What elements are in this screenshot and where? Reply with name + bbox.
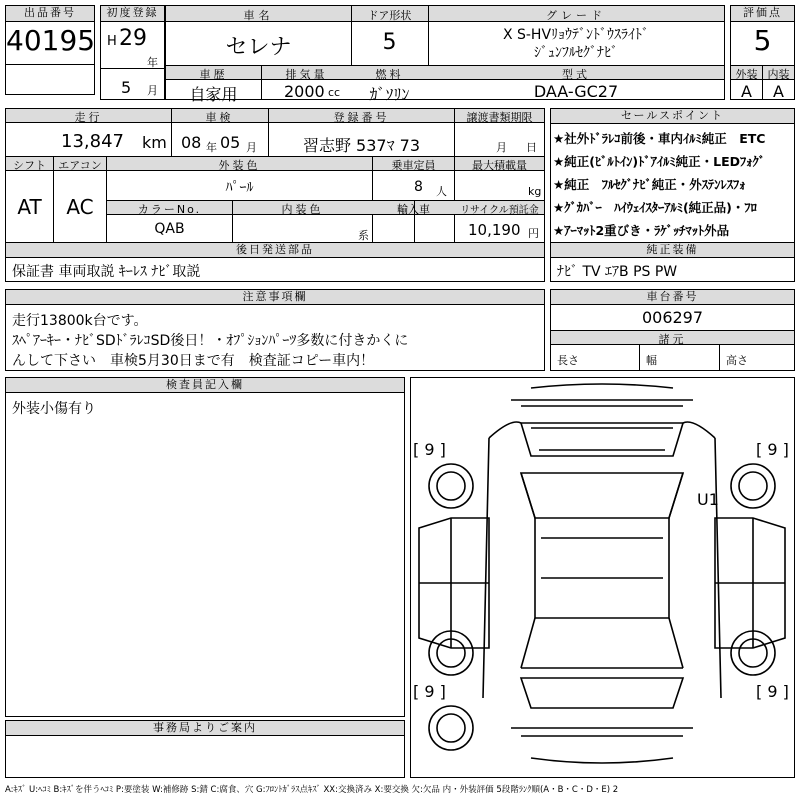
transfer-day-unit: 日 <box>526 141 537 154</box>
later-parts-label: 後日発送部品 <box>6 243 544 258</box>
color-no-label: カラーNo. <box>137 203 202 216</box>
fuel-label: 燃料 <box>375 68 404 81</box>
inspection-month-unit: 月 <box>246 141 257 154</box>
color-label: 外装色 <box>218 159 261 172</box>
era: H <box>107 34 117 49</box>
capacity-unit: 人 <box>436 185 447 198</box>
reg-month: 5 <box>121 78 132 97</box>
reg-month-unit: 月 <box>147 84 158 97</box>
inspection-month: 05 <box>220 133 241 152</box>
history: 自家用 <box>189 85 238 104</box>
notes-box <box>5 289 545 371</box>
shift-label: シフト <box>13 159 46 172</box>
mileage-unit: km <box>142 133 167 152</box>
inspection-year-unit: 年 <box>206 141 217 154</box>
first-registration-label: 初度登録 <box>101 6 164 22</box>
car-spec-box <box>165 5 725 104</box>
interior-label: 内装 <box>767 68 790 81</box>
inspector-note: 外装小傷有り <box>12 401 96 417</box>
score-label: 評価点 <box>731 6 794 22</box>
interior-color-label: 内装色 <box>281 203 324 216</box>
sales-point-3: ★純正 ﾌﾙｾｸﾞﾅﾋﾞ純正・外ｽﾃﾝﾚｽﾌｫ <box>553 177 746 192</box>
tire-front-left: [ 9 ] <box>413 440 446 459</box>
model: DAA-GC27 <box>533 82 619 101</box>
first-registration-box <box>100 5 165 100</box>
inspector-box <box>5 377 405 717</box>
interior-color-unit: 系 <box>358 229 369 242</box>
genuine-equipment-box <box>550 242 795 282</box>
shift: AT <box>17 195 42 219</box>
mileage: 13,847 <box>61 131 124 152</box>
displacement: 2000 <box>284 82 325 101</box>
chassis-label: 車台番号 <box>551 290 794 305</box>
car-diagram <box>411 378 794 777</box>
dim-height-label: 高さ <box>726 354 748 367</box>
door-count: 5 <box>382 30 397 55</box>
tire-rear-right: [ 9 ] <box>756 682 789 701</box>
color-number: QAB <box>154 221 185 237</box>
later-parts-box <box>5 242 545 282</box>
grade-line-2: ｼﾞｭﾝﾌﾙｾｸﾞﾅﾋﾞ <box>534 45 618 61</box>
capacity-label: 乗車定員 <box>391 159 436 172</box>
notes-label: 注意事項欄 <box>6 290 544 305</box>
office-box <box>5 720 405 778</box>
legend: A:ｷｽﾞ U:ﾍｺﾐ B:ｷｽﾞを伴うﾍｺﾐ P:要塗装 W:補修跡 S:錆 C:腐食、穴 G:ﾌﾛﾝﾄｶﾞﾗｽ点ｷｽﾞ XX:交換済み X:要交換 欠:欠品 内・外装評価 5段階ﾗﾝｸ順(A・B・C・D・E) 2 <box>5 785 619 795</box>
notes-line-1: 走行13800k台です。 <box>12 313 148 329</box>
recycle-label: リサイクル預託金 <box>460 205 539 216</box>
sales-point-4: ★ｸﾞｶﾊﾞｰ ﾊｲｳｪｲｽﾀｰｱﾙﾐ(純正品)・ﾌﾛ <box>553 200 757 215</box>
notes-line-3: んして下さい 車検5月30日まで有 検査証コピー車内！ <box>12 353 375 369</box>
history-label: 車歴 <box>199 68 228 81</box>
inspection-year: 08 <box>181 133 202 152</box>
recycle-fee-unit: 円 <box>528 227 539 240</box>
body-color: ﾊﾟｰﾙ <box>225 180 254 196</box>
lot-number-box <box>5 5 95 95</box>
ac-label: エアコン <box>58 159 102 172</box>
inspector-label: 検査員記入欄 <box>6 378 404 393</box>
lot-number-label: 出品番号 <box>6 6 94 22</box>
lot-number: 40195 <box>6 24 96 57</box>
door-label: ドア形状 <box>367 9 412 22</box>
sales-point-1: ★社外ﾄﾞﾗﾚｺ前後・車内ｲﾙﾐ純正 ETC <box>553 131 766 146</box>
sales-points-label: セールスポイント <box>551 109 794 124</box>
air-conditioner: AC <box>66 195 94 219</box>
sales-point-5: ★ｱｰﾏｯﾄ2重びき・ﾗｹﾞｯﾁﾏｯﾄ外品 <box>553 223 730 238</box>
load-unit: kg <box>528 185 542 198</box>
plate-label: 登録番号 <box>333 111 390 124</box>
fuel: ｶﾞｿﾘﾝ <box>369 85 410 104</box>
grade-line-1: X S-HVﾘｮｳﾃﾞﾝﾄﾞｳｽﾗｲﾄﾞ <box>502 27 650 43</box>
vehicle-detail-box <box>5 108 545 243</box>
interior-grade: A <box>773 82 784 101</box>
genuine-equipment-label: 純正装備 <box>551 243 794 258</box>
tire-rear-left: [ 9 ] <box>413 682 446 701</box>
score-box <box>730 5 795 100</box>
car-diagram-box <box>410 377 795 778</box>
exterior-grade: A <box>741 82 752 101</box>
chassis-number: 006297 <box>641 308 704 327</box>
import-label: 輸入車 <box>397 203 430 216</box>
transfer-label: 譲渡書類期限 <box>466 111 533 124</box>
genuine-equipment: ﾅﾋﾞ TV ｴｱB PS PW <box>557 264 678 280</box>
mileage-label: 走行 <box>74 111 103 124</box>
tire-front-right: [ 9 ] <box>756 440 789 459</box>
displacement-unit: cc <box>328 86 341 99</box>
exterior-label: 外装 <box>735 68 758 81</box>
dimensions-label: 諸元 <box>658 333 687 346</box>
reg-year: 29 <box>119 26 147 51</box>
dim-width-label: 幅 <box>646 354 657 367</box>
recycle-fee: 10,190 <box>468 221 521 239</box>
chassis-box <box>550 289 795 371</box>
sales-points-box <box>550 108 795 243</box>
score: 5 <box>753 24 772 57</box>
model-label: 型式 <box>562 68 590 81</box>
reg-year-unit: 年 <box>147 56 158 69</box>
grade-label: グレード <box>546 9 606 22</box>
office-label: 事務局よりご案内 <box>6 721 404 736</box>
car-name-label: 車名 <box>243 9 274 22</box>
notes-line-2: ｽﾍﾟｱｰｷｰ・ﾅﾋﾞSDﾄﾞﾗﾚｺSD後日！・ｵﾌﾟｼｮﾝﾊﾟｰﾂ多数に付きかくに <box>12 333 409 349</box>
inspection-label: 車検 <box>205 111 234 124</box>
plate-number: 習志野 537ﾏ 73 <box>302 136 421 155</box>
displacement-label: 排気量 <box>285 68 328 81</box>
car-name: セレナ <box>225 35 292 60</box>
load-label: 最大積載量 <box>472 159 527 172</box>
capacity: 8 <box>414 179 423 195</box>
transfer-month-unit: 月 <box>496 141 507 154</box>
later-parts: 保証書 車両取説 ｷｰﾚｽ ﾅﾋﾞ取説 <box>12 264 201 280</box>
sales-point-2: ★純正(ﾋﾞﾙﾄｲﾝ)ﾄﾞｱｲﾙﾐ純正・LEDﾌｫｸﾞ <box>553 154 766 169</box>
damage-mark-u1: U1 <box>697 490 719 509</box>
dim-length-label: 長さ <box>557 354 579 367</box>
